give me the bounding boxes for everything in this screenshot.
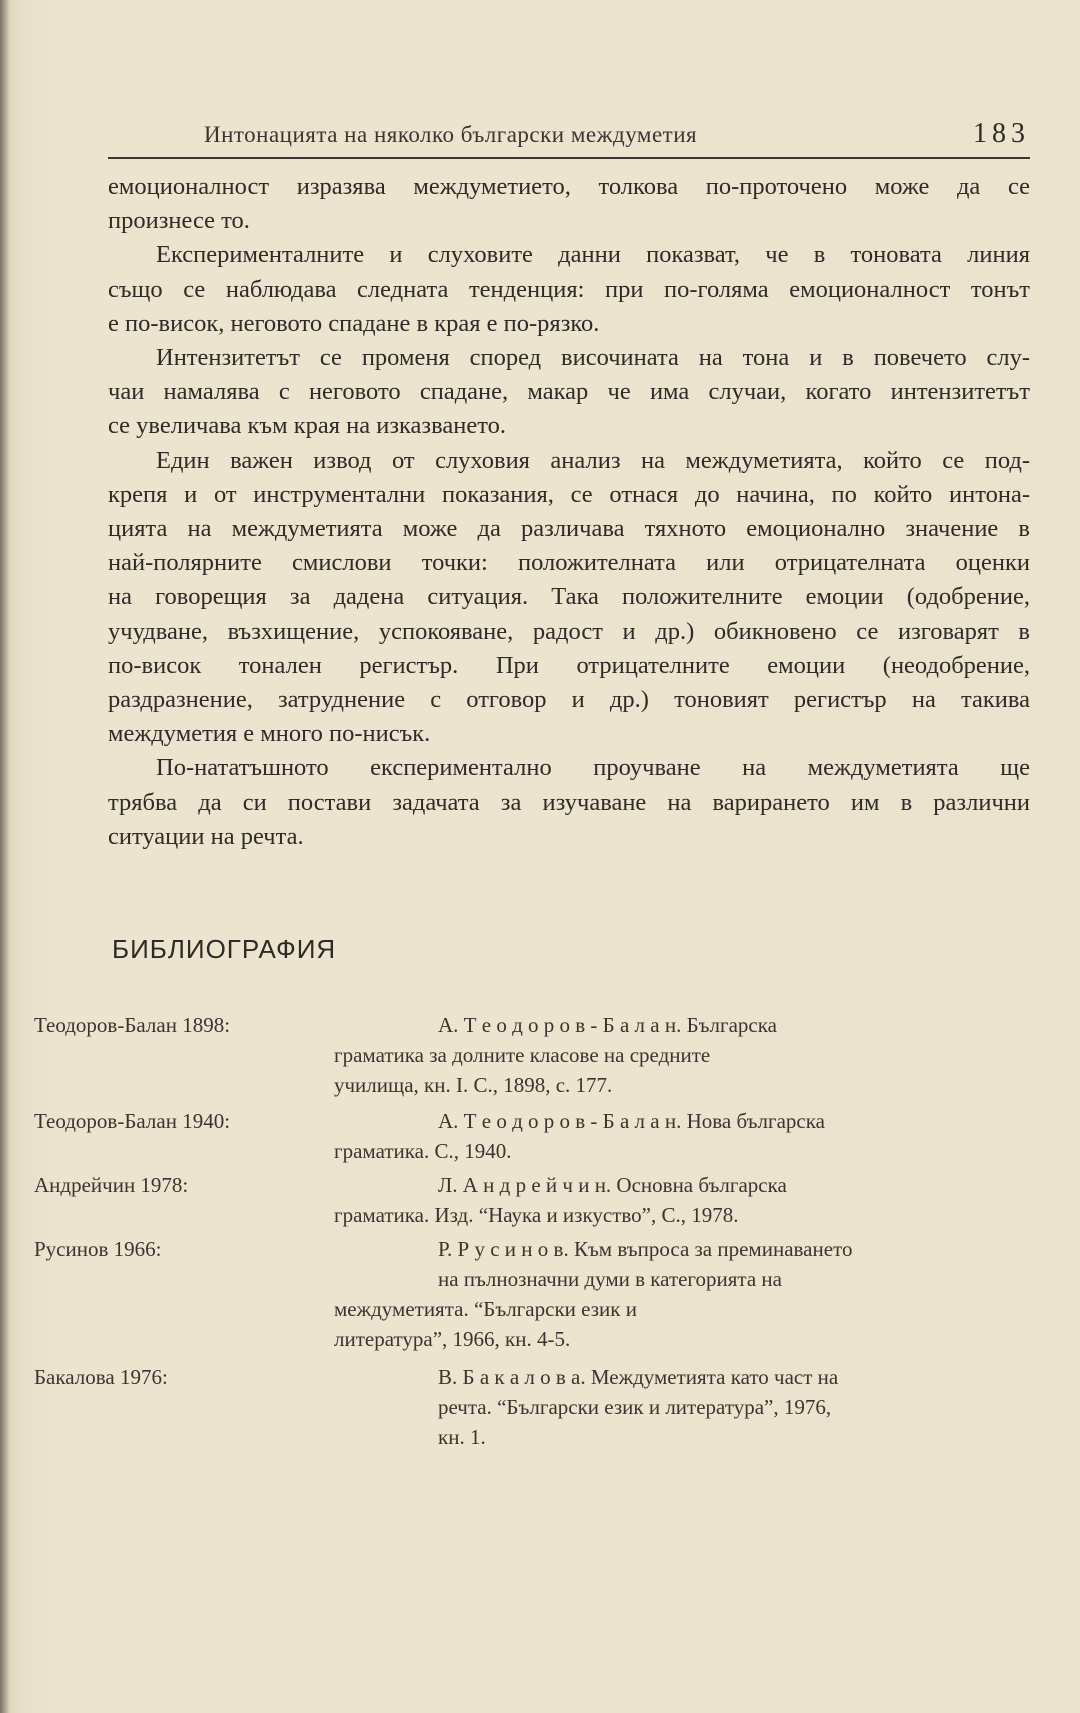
text-line: трябва да си постави задачата за изучаване на варирането им в различни <box>108 788 1030 816</box>
text-line: произнесе то. <box>108 207 250 235</box>
text-line: Експерименталните и слуховите данни показват, че в тоновата линия <box>156 241 1030 269</box>
bibliography-entry <box>34 1362 1034 1458</box>
bibliography-line: речта. “Български език и литература”, 1976, <box>438 1395 832 1419</box>
bibliography-entry <box>34 1106 1034 1170</box>
text-line: междуметия е много по-нисък. <box>108 720 431 748</box>
book-spine-shadow <box>0 0 10 1713</box>
text-line: е по-висок, неговото спадане в края е по-рязко. <box>108 309 600 337</box>
text-line: също се наблюдава следната тенденция: при по-голяма емоционалност тонът <box>108 275 1030 303</box>
bibliography-entry <box>34 1234 1034 1362</box>
text-line: ситуации на речта. <box>108 822 304 850</box>
text-line: учудване, възхищение, успокояване, радост и др.) обикновено се изговарят в <box>108 617 1030 645</box>
paragraph-5 <box>108 751 1030 854</box>
bibliography-list <box>34 1010 1034 1458</box>
paragraph-3 <box>108 341 1030 444</box>
text-line: крепя и от инструментални показания, се отнася до начина, по който интона- <box>108 480 1030 508</box>
running-header-title: Интонацията на няколко български междуметия <box>204 122 698 147</box>
bibliography-line: А. Т е о д о р о в - Б а л а н. Българска <box>438 1013 777 1037</box>
page-number: 183 <box>973 118 1030 149</box>
bibliography-line: кн. 1. <box>438 1425 486 1449</box>
bibliography-line: А. Т е о д о р о в - Б а л а н. Нова българска <box>438 1109 825 1133</box>
bibliography-entry <box>34 1170 1034 1234</box>
text-line: По-нататъшното експериментално проучване на междуметията ще <box>156 754 1030 782</box>
text-line: най-полярните смислови точки: положителната или отрицателната оценки <box>108 549 1030 577</box>
bibliography-line: граматика. С., 1940. <box>334 1139 512 1163</box>
bibliography-entry-text <box>334 1106 994 1166</box>
text-line: на говорещия за дадена ситуация. Така положителните емоции (одобрение, <box>108 583 1030 611</box>
text-line: цията на междуметията може да различава тяхното емоционално значение в <box>108 515 1030 543</box>
bibliography-entry-label: Русинов 1966: <box>34 1237 162 1261</box>
bibliography-line: Р. Р у с и н о в. Към въпроса за преминаването <box>438 1237 853 1261</box>
bibliography-heading: БИБЛИОГРАФИЯ <box>112 934 337 964</box>
bibliography-line: междуметията. “Български език и <box>334 1297 637 1321</box>
bibliography-line: граматика. Изд. “Наука и изкуство”, С., 1978. <box>334 1203 739 1227</box>
text-line: се увеличава към края на изказването. <box>108 412 506 440</box>
bibliography-line: Л. А н д р е й ч и н. Основна българска <box>438 1173 787 1197</box>
bibliography-entry-text <box>334 1362 994 1452</box>
bibliography-entry <box>34 1010 1034 1106</box>
text-line: Един важен извод от слуховия анализ на междуметията, който се под- <box>156 446 1030 474</box>
bibliography-entry-label: Бакалова 1976: <box>34 1365 168 1389</box>
bibliography-entry-label: Теодоров-Балан 1898: <box>34 1013 231 1037</box>
bibliography-line: В. Б а к а л о в а. Междуметията като част на <box>438 1365 839 1389</box>
bibliography-entry-text <box>334 1170 994 1230</box>
running-header <box>108 118 1030 158</box>
text-line: по-висок тонален регистър. При отрицателните емоции (неодобрение, <box>108 651 1030 679</box>
bibliography-entry-text <box>334 1234 994 1354</box>
text-line: чаи намалява с неговото спадане, макар че има случаи, когато интензитетът <box>108 378 1030 406</box>
bibliography-line: граматика за долните класове на средните <box>334 1043 711 1067</box>
paragraph-4 <box>108 444 1030 752</box>
bibliography-entry-text <box>334 1010 994 1100</box>
bibliography-entry-label: Андрейчин 1978: <box>34 1173 189 1197</box>
bibliography-line: училища, кн. I. С., 1898, с. 177. <box>334 1073 613 1097</box>
text-line: Интензитетът се променя според височината на тона и в повечето слу- <box>156 344 1030 372</box>
paragraph-1 <box>108 170 1030 238</box>
header-rule <box>108 157 1030 159</box>
text-line: раздразнение, затруднение с отговор и др.) тоновият регистър на такива <box>108 686 1030 714</box>
paragraph-2 <box>108 238 1030 341</box>
text-line: емоционалност изразява междуметието, толкова по-проточено може да се <box>108 173 1030 200</box>
bibliography-entry-label: Теодоров-Балан 1940: <box>34 1109 231 1133</box>
body-text <box>108 170 1030 854</box>
bibliography-line: на пълнозначни думи в категорията на <box>438 1267 782 1291</box>
bibliography-line: литература”, 1966, кн. 4-5. <box>334 1327 571 1351</box>
